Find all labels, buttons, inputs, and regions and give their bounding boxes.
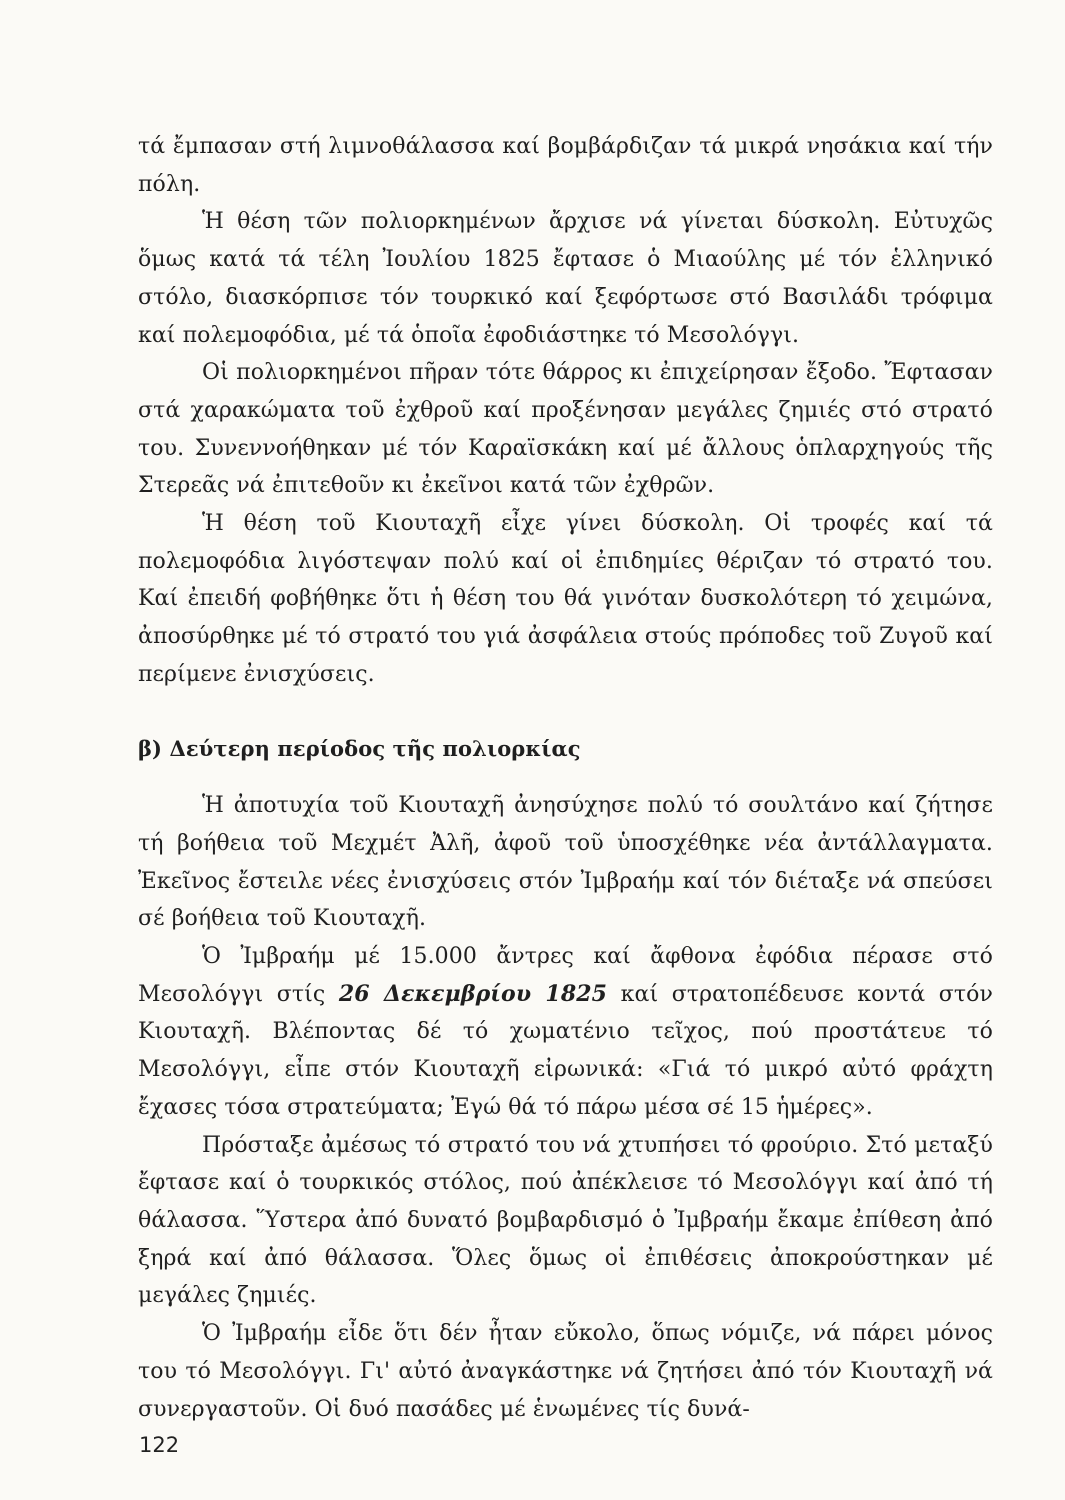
paragraph-text: Ὁ Ἰμβραήμ μέ 15.000 ἄντρες καί ἄφθονα ἐφόδια πέρασε στό Μεσολόγγι στίς bbox=[138, 944, 993, 1007]
paragraph: Ὁ Ἰμβραήμ εἶδε ὅτι δέν ἦταν εὔκολο, ὅπως νόμιζε, νά πάρει μόνος του τό Μεσολόγγι. Γι' αὐτό ἀναγκάστηκε νά ζητήσει ἀπό τόν Κιουταχῆ νά συνεργαστοῦν. Οἱ δυό πασάδες μέ ἑνωμένες τίς δυνά- bbox=[138, 1321, 993, 1422]
date-emphasis: 26 Δεκεμβρίου 1825 bbox=[338, 980, 608, 1007]
paragraph: Πρόσταξε ἀμέσως τό στρατό του νά χτυπήσει τό φρούριο. Στό μεταξύ ἔφτασε καί ὁ τουρκικός στόλος, πού ἀπέκλεισε τό Μεσολόγγι καί ἀπό τή θάλασσα. Ὕστερα ἀπό δυνατό βομβαρδισμό ὁ Ἰμβραήμ ἔκαμε ἐπίθεση ἀπό ξηρά καί ἀπό θάλασσα. Ὅλες ὅμως οἱ ἐπιθέσεις ἀποκρούστηκαν μέ μεγάλες ζημιές. bbox=[138, 1132, 993, 1309]
paragraph: Ἡ θέση τῶν πολιορκημένων ἄρχισε νά γίνεται δύσκολη. Εὐτυχῶς ὅμως κατά τά τέλη Ἰουλίου 1825 ἔφτασε ὁ Μιαούλης μέ τόν ἑλληνικό στόλο, διασκόρπισε τόν τουρκικό καί ξεφόρτωσε στό Βασιλάδι τρόφιμα καί πολεμοφόδια, μέ τά ὁποῖα ἐφοδιάστηκε τό Μεσολόγγι. bbox=[138, 209, 993, 348]
paragraph: Ἡ ἀποτυχία τοῦ Κιουταχῆ ἀνησύχησε πολύ τό σουλτάνο καί ζήτησε τή βοήθεια τοῦ Μεχμέτ Ἀλῆ, ἀφοῦ τοῦ ὑποσχέθηκε νέα ἀντάλλαγματα. Ἐκεῖνος ἔστειλε νέες ἐνισχύσεις στόν Ἰμβραήμ καί τόν διέταξε νά σπεύσει σέ βοήθεια τοῦ Κιουταχῆ. bbox=[138, 793, 993, 932]
page-number: 122 bbox=[139, 1433, 180, 1457]
paragraph: Οἱ πολιορκημένοι πῆραν τότε θάρρος κι ἐπιχείρησαν ἔξοδο. Ἔφτασαν στά χαρακώματα τοῦ ἐχθροῦ καί προξένησαν μεγάλες ζημιές στό στρατό του. Συνεννοήθηκαν μέ τόν Καραϊσκάκη καί μέ ἄλλους ὁπλαρχηγούς τῆς Στερεᾶς νά ἐπιτεθοῦν κι ἐκεῖνοι κατά τῶν ἐχθρῶν. bbox=[138, 360, 993, 499]
paragraph bbox=[138, 938, 993, 1127]
paragraph: Ἡ θέση τοῦ Κιουταχῆ εἶχε γίνει δύσκολη. Οἱ τροφές καί τά πολεμοφόδια λιγόστεψαν πολύ καί οἱ ἐπιδημίες θέριζαν τό στρατό του. Καί ἐπειδή φοβήθηκε ὅτι ἡ θέση του θά γινόταν δυσκολότερη τό χειμώνα, ἀποσύρθηκε μέ τό στρατό του γιά ἀσφάλεια στούς πρόποδες τοῦ Ζυγοῦ καί περίμενε ἐνισχύσεις. bbox=[138, 511, 993, 687]
section-heading: β) Δεύτερη περίοδος τῆς πολιορκίας bbox=[138, 735, 581, 761]
paragraph: τά ἔμπασαν στή λιμνοθάλασσα καί βομβάρδιζαν τά μικρά νησάκια καί τήν πόλη. bbox=[138, 134, 993, 197]
body-text bbox=[138, 128, 993, 1428]
paragraph-text: καί στρατοπέδευσε κοντά στόν Κιουταχῆ. Βλέποντας δέ τό χωματένιο τεῖχος, πού προστάτευε τό Μεσολόγγι, εἶπε στόν Κιουταχῆ εἰρωνικά: «Γιά τό μικρό αὐτό φράχτη ἔχασες τόσα στρατεύματα; Ἐγώ θά τό πάρω μέσα σέ 15 ἡμέρες». bbox=[138, 981, 993, 1120]
